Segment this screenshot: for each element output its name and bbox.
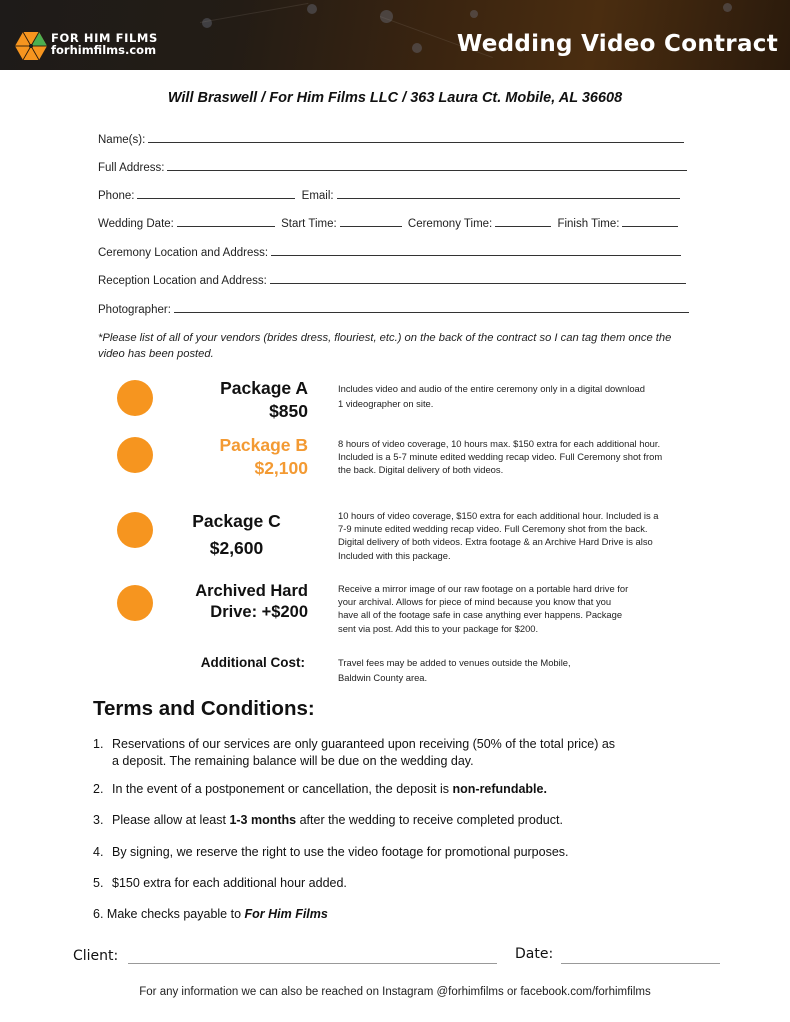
- brand-site: forhimfilms.com: [51, 43, 157, 57]
- hard-drive-title: [160, 581, 308, 623]
- desc-line: 8 hours of video coverage, 10 hours max. $150 extra for each additional hour.: [338, 438, 661, 449]
- finish-time-field[interactable]: [622, 217, 678, 227]
- term-number: 2.: [93, 782, 104, 796]
- date-field[interactable]: [561, 963, 720, 964]
- header-banner: [0, 0, 790, 70]
- brand-name: FOR HIM FILMS: [51, 31, 158, 45]
- desc-line: Includes video and audio of the entire ceremony only in a digital download: [338, 383, 645, 394]
- terms-heading: Terms and Conditions:: [93, 697, 315, 720]
- photographer-field[interactable]: [174, 303, 689, 313]
- additional-cost-description: [338, 656, 571, 684]
- desc-line: Included is a 5-7 minute edited wedding recap video. Full Ceremony shot from: [338, 451, 663, 463]
- finish-time-label: Finish Time:: [557, 218, 620, 230]
- decor-dot: [723, 3, 732, 12]
- address-label: Full Address:: [98, 162, 165, 174]
- email-field[interactable]: [337, 189, 680, 199]
- reception-location-row: [98, 274, 689, 287]
- term-number: 4.: [93, 845, 104, 859]
- contact-row: [98, 189, 683, 202]
- term-number: 1.: [93, 737, 104, 751]
- date-label: Date:: [515, 946, 554, 962]
- desc-line: Digital delivery of both videos. Extra footage & an Archive Hard Drive is also: [338, 536, 653, 548]
- term-text: In the event of a postponement or cancellation, the deposit is: [112, 782, 453, 796]
- contact-footer: For any information we can also be reached on Instagram @forhimfilms or facebook.com/forhimfilms: [139, 986, 651, 998]
- names-field[interactable]: [148, 133, 684, 143]
- term-emphasis: non-refundable.: [452, 782, 547, 796]
- wedding-date-field[interactable]: [177, 217, 275, 227]
- package-b-title: [170, 434, 308, 480]
- term-text: after the wedding to receive completed product.: [296, 813, 563, 827]
- ceremony-time-label: Ceremony Time:: [407, 218, 493, 230]
- additional-cost-label: Additional Cost:: [200, 655, 305, 670]
- hard-drive-bullet-icon: [117, 585, 153, 621]
- term-item-5: [93, 875, 347, 892]
- desc-line: Included with this package.: [338, 549, 451, 561]
- desc-line: have all of the footage safe in case anything ever happens. Package: [338, 609, 623, 621]
- wedding-date-label: Wedding Date:: [98, 218, 174, 230]
- term-text: $150 extra for each additional hour added.: [112, 876, 347, 890]
- decor-dot: [470, 10, 478, 18]
- desc-line: 7-9 minute edited wedding recap video. Full Ceremony shot from the back.: [338, 523, 648, 535]
- term-text: By signing, we reserve the right to use the video footage for promotional purposes.: [112, 845, 569, 859]
- term-text: Make checks payable to: [106, 907, 245, 921]
- term-item-1: [93, 736, 615, 770]
- term-text: Reservations of our services are only guaranteed upon receiving (50% of the total price) as: [112, 737, 616, 751]
- term-number: 6.: [93, 907, 104, 921]
- term-item-6: [93, 906, 328, 923]
- phone-label: Phone:: [98, 190, 135, 202]
- package-c-description: [338, 509, 659, 562]
- phone-field[interactable]: [137, 189, 295, 199]
- package-a-name: Package A: [220, 378, 308, 398]
- package-b-description: [338, 437, 662, 477]
- desc-line: Receive a mirror image of our raw footage on a portable hard drive for: [338, 583, 629, 594]
- hard-drive-name: Archived Hard: [195, 582, 308, 600]
- term-item-3: [93, 812, 563, 829]
- package-c-bullet-icon: [117, 512, 153, 548]
- term-number: 5.: [93, 876, 104, 890]
- ceremony-time-field[interactable]: [495, 217, 551, 227]
- term-emphasis: For Him Films: [244, 907, 328, 921]
- hard-drive-description: [338, 582, 628, 635]
- desc-line: the back. Digital delivery of both videos.: [338, 464, 504, 476]
- brand: [51, 32, 158, 56]
- package-a-description: [338, 382, 645, 410]
- reception-location-field[interactable]: [270, 274, 686, 284]
- page-title: Wedding Video Contract: [456, 31, 778, 57]
- term-emphasis: 1-3 months: [229, 813, 297, 827]
- desc-line: 10 hours of video coverage, $150 extra for each additional hour. Included is a: [338, 510, 659, 521]
- term-item-4: [93, 844, 569, 861]
- package-a-bullet-icon: [117, 380, 153, 416]
- desc-line: Travel fees may be added to venues outside the Mobile,: [338, 657, 571, 668]
- package-c-price: $2,600: [209, 538, 264, 558]
- ceremony-location-row: [98, 246, 684, 259]
- package-b-name: Package B: [219, 435, 308, 455]
- client-signature-field[interactable]: [128, 963, 497, 964]
- ceremony-location-label: Ceremony Location and Address:: [98, 247, 269, 259]
- address-field[interactable]: [167, 161, 687, 171]
- aperture-hexagon-icon: [15, 31, 47, 61]
- desc-line: Baldwin County area.: [338, 672, 428, 684]
- reception-location-label: Reception Location and Address:: [98, 275, 267, 287]
- business-address: Will Braswell / For Him Films LLC / 363 Laura Ct. Mobile, AL 36608: [167, 90, 623, 106]
- desc-line: 1 videographer on site.: [338, 398, 434, 410]
- photographer-label: Photographer:: [98, 304, 171, 316]
- names-label: Name(s):: [98, 134, 146, 146]
- schedule-row: [98, 217, 681, 230]
- start-time-field[interactable]: [340, 217, 402, 227]
- hard-drive-price: Drive: +$200: [210, 603, 308, 621]
- package-a-title: [170, 377, 308, 423]
- term-item-2: [93, 781, 547, 798]
- term-number: 3.: [93, 813, 104, 827]
- desc-line: sent via post. Add this to your package for $200.: [338, 622, 539, 634]
- package-b-price: $2,100: [254, 458, 308, 478]
- term-text: a deposit. The remaining balance will be due on the wedding day.: [112, 754, 474, 768]
- address-row: [98, 161, 690, 174]
- desc-line: your archival. Allows for piece of mind because you know that you: [338, 596, 612, 608]
- package-c-name: Package C: [192, 511, 281, 531]
- names-row: [98, 133, 687, 146]
- package-b-bullet-icon: [117, 437, 153, 473]
- vendor-note: *Please list of all of your vendors (brides dress, flouriest, etc.) on the back of the contract so I can tag them once the video has been posted.: [98, 332, 672, 360]
- ceremony-location-field[interactable]: [271, 246, 681, 256]
- start-time-label: Start Time:: [281, 218, 337, 230]
- package-c-title: [170, 508, 303, 562]
- email-label: Email:: [301, 190, 334, 202]
- term-text: Please allow at least: [112, 813, 230, 827]
- package-a-price: $850: [269, 401, 308, 421]
- photographer-row: [98, 303, 692, 316]
- decor-line: [200, 3, 309, 23]
- client-signature-label: Client:: [73, 948, 119, 964]
- decor-dot: [412, 43, 422, 53]
- decor-dot: [307, 4, 317, 14]
